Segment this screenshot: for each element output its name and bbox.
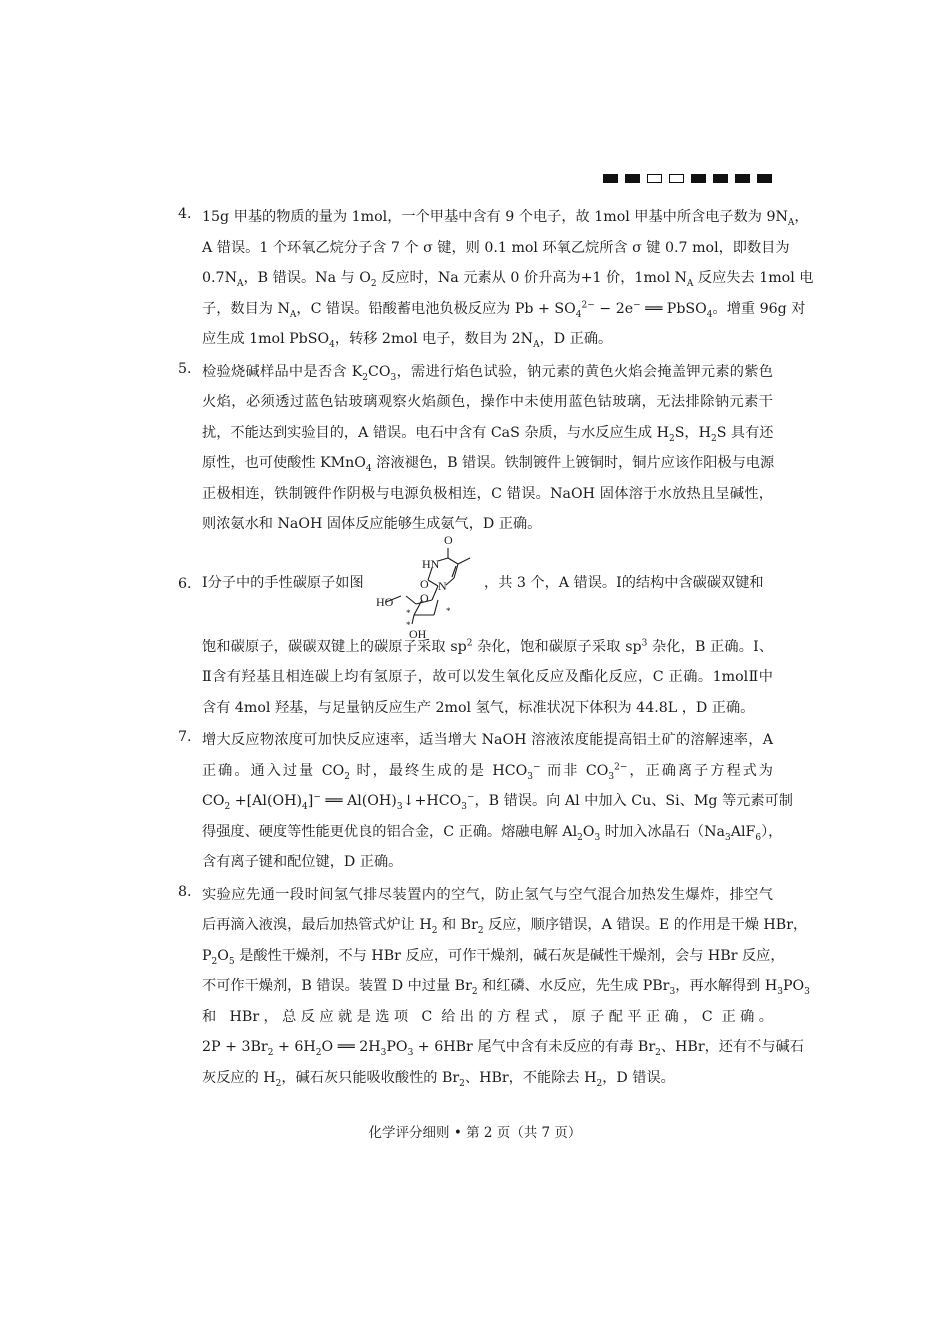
text-line: 正确。通入过量 $CO_2$ 时，最终生成的是 $HCO_3^-$ 而非 $CO_3^{2-}$，正确离子方程式为 [202,761,773,782]
text-line: 和 HBr，总反应就是选项 C 给出的方程式，原子配平正确，C 正确。 [202,1008,773,1025]
text-line: 含有 4mol 羟基，与足量钠反应生产 2mol 氢气，标准状况下体积为 44.8L ，D 正确。 [202,699,755,716]
mol-label: HO [376,594,394,609]
text-line: 火焰，必须透过蓝色钴玻璃观察火焰颜色，操作中未使用蓝色钴玻璃，无法排除钠元素干 [202,394,773,410]
mol-label: O [420,590,429,605]
marker-filled [625,174,640,183]
item-number: 7. [178,729,192,745]
text-line: 实验应先通一段时间氢气排尽装置内的空气，防止氢气与空气混合加热发生爆炸，排空气 [202,886,773,903]
item-number: 8. [178,883,192,900]
text-line: 则浓氨水和 NaOH 固体反应能够生成氨气，D 正确。 [202,516,542,532]
answer-item-8 [178,880,810,1094]
marker-empty [669,174,684,183]
item-number: 6. [178,575,192,592]
text-line: 含有离子键和配位键，D 正确。 [202,854,403,870]
text-line: 后再滴入液溴，最后加热管式炉让 $H_2$ 和 $Br_2$ 反应，顺序错误，A 错误。E 的作用是干燥 HBr， [202,917,808,936]
text-line: $P_2O_5$ 是酸性干燥剂，不与 HBr 反应，可作干燥剂，碱石灰是碱性干燥剂，会与 HBr 反应， [202,947,785,967]
marker-filled [713,174,728,183]
mol-label: N [438,578,447,593]
marker-empty [647,174,662,183]
chiral-mark: * [406,619,411,630]
text-line: 原性，也可使酸性 KMnO$_4$ 溶液褪色，B 错误。铁制镀件上镀铜时，铜片应该作阳极与电源 [202,455,775,474]
mol-label: OH [409,626,427,640]
text-line: $2P + 3Br_2 + 6H_2O$ ══ $2H_3PO_3 + 6HBr$ 尾气中含有未反应的有毒 $Br_2$、HBr，还有不与碱石 [202,1039,804,1058]
text-line: 15g 甲基的物质的量为 1mol，一个甲基中含有 9 个电子，故 1mol 甲基中所含电子数为 $9N_A$， [202,209,809,228]
text-line: 正极相连，铁制镀件作阴极与电源负极相连，C 错误。NaOH 固体溶于水放热且呈碱性， [202,485,773,502]
answer-item-5 [178,357,773,540]
text-line: $0.7N_A$，B 错误。Na 与 $O_2$ 反应时，Na 元素从 0 价升高为+1 价，1mol $N_A$ 反应失去 1mol 电 [202,270,814,289]
structure-line [178,532,773,640]
item-number: 5. [178,360,192,377]
page-marker-bar [603,174,772,183]
text-line: 扰，不能达到实验目的，A 错误。电石中含有 CaS 杂质，与水反应生成 $H_2S$，$H_2S$ 具有还 [202,424,774,444]
item-number: 4. [178,206,192,222]
answer-item-7 [178,725,793,878]
text-line: 灰反应的 $H_2$，碱石灰只能吸收酸性的 $Br_2$、HBr，不能除去 $H_2$，D 错误。 [202,1069,675,1089]
chiral-mark: * [446,605,451,616]
text-line: 得强度、硬度等性能更优良的铝合金，C 正确。熔融电解 $Al_2O_3$ 时加入冰晶石$(Na_3AlF_6)$， [202,823,783,843]
mol-label: O [420,576,429,591]
marker-filled [757,174,772,183]
answer-item-6 [178,532,774,724]
text-line: Ⅱ含有羟基且相连碳上均有氢原子，故可以发生氧化反应及酯化反应，C 正确。1molⅡ中 [202,669,773,685]
text-line: $CO_2 +[Al(OH)_4]^-$ ══ $Al(OH)_3↓+HCO_3^-$，B 错误。向 Al 中加入 Cu、Si、Mg 等元素可制 [202,792,793,812]
mol-label: HN [422,556,440,571]
mol-label: O [444,532,453,547]
text-line: 子，数目为 $N_A$，C 错误。铅酸蓄电池负极反应为 $Pb + SO_4^{2-} - 2e^-$ ══ PbSO$_4$。增重 96g 对 [202,299,806,320]
text-line: A 错误。1 个环氧乙烷分子含 7 个 σ 键，则 0.1 mol 环氧乙烷所含 σ 键 0.7 mol，即数目为 [202,239,790,256]
marker-filled [691,174,706,183]
text-line: 应生成 1mol PbSO$_4$，转移 2mol 电子，数目为 $2N_A$，D 正确。 [202,331,613,350]
text-line: 不可作干燥剂，B 错误。装置 D 中过量 $Br_2$ 和红磷、水反应，先生成 PBr$_3$，再水解得到 $H_3PO_3$ [202,978,810,997]
molecule-structure [376,528,486,640]
text-line: 检验烧碱样品中是否含 $K_2CO_3$，需进行焰色试验，钠元素的黄色火焰会掩盖钾元素的紫色 [202,363,773,383]
answer-content [178,202,814,1093]
text-line: 饱和碳原子，碳碳双键上的碳原子采取 $sp^2$ 杂化，饱和碳原子采取 $sp^3$ 杂化，B 正确。Ⅰ、 [202,637,774,655]
text-fragment: Ⅰ分子中的手性碳原子如图 [202,574,364,591]
text-fragment: ，共 3 个，A 错误。Ⅰ的结构中含碳碳双键和 [484,574,764,591]
marker-filled [603,174,618,183]
page-footer: 化学评分细则 • 第 2 页（共 7 页） [368,1125,582,1141]
chiral-mark: * [406,607,411,618]
text-line: 增大反应物浓度可加快反应速率，适当增大 NaOH 溶液浓度能提高铝土矿的溶解速率，A [202,732,773,748]
marker-filled [735,174,750,183]
answer-item-4 [178,202,814,355]
